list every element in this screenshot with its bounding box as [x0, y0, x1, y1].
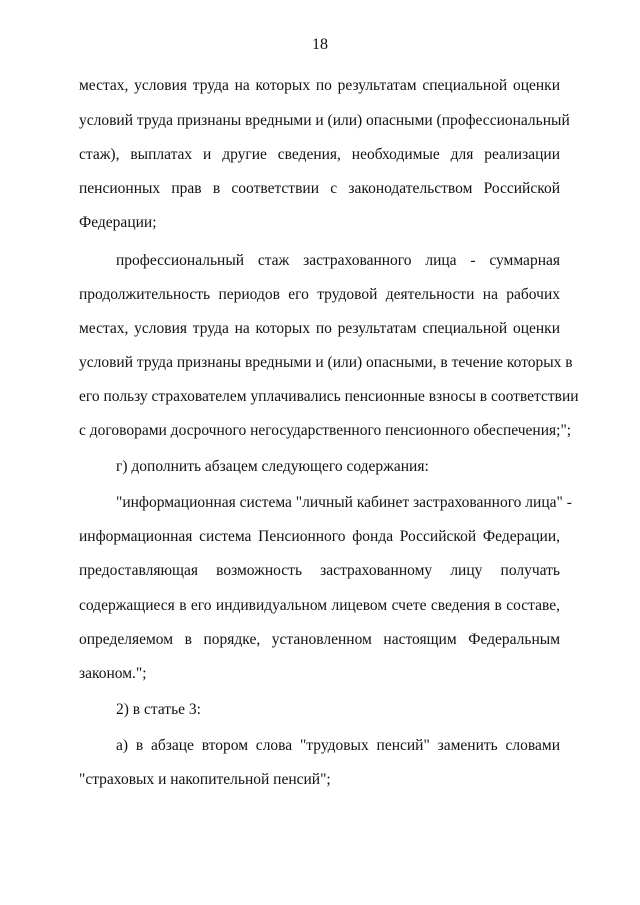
text-line: предоставляющая возможность застрахованному лицу получать [79, 562, 560, 579]
text-line: условий труда признаны вредными и (или) опасными, в течение которых в [79, 354, 573, 371]
text-line: пенсионных прав в соответствии с законодательством Российской [79, 180, 560, 197]
text-line: стаж), выплатах и другие сведения, необходимые для реализации [79, 146, 560, 163]
text-line: Федерации; [79, 214, 157, 231]
text-line: продолжительность периодов его трудовой деятельности на рабочих [79, 286, 560, 303]
text-line: 2) в статье 3: [116, 701, 201, 718]
page-number: 18 [312, 36, 328, 53]
text-line: "страховых и накопительной пенсий"; [79, 771, 331, 788]
text-line: условий труда признаны вредными и (или) опасными (профессиональный [79, 112, 570, 129]
text-line: информационная система Пенсионного фонда Российской Федерации, [79, 528, 560, 545]
text-line: определяемом в порядке, установленном настоящим Федеральным [79, 631, 560, 648]
text-line: профессиональный стаж застрахованного лица - суммарная [116, 252, 560, 269]
text-line: его пользу страхователем уплачивались пенсионные взносы в соответствии [79, 388, 579, 405]
text-line: местах, условия труда на которых по результатам специальной оценки [79, 320, 560, 337]
text-line: а) в абзаце втором слова "трудовых пенсий" заменить словами [116, 737, 560, 754]
text-line: законом."; [79, 665, 147, 682]
text-line: местах, условия труда на которых по результатам специальной оценки [79, 77, 560, 94]
text-line: "информационная система "личный кабинет застрахованного лица" - [116, 494, 572, 511]
text-line: г) дополнить абзацем следующего содержания: [116, 458, 429, 475]
text-line: содержащиеся в его индивидуальном лицевом счете сведения в составе, [79, 597, 560, 614]
text-line: с договорами досрочного негосударственного пенсионного обеспечения;"; [79, 422, 572, 439]
